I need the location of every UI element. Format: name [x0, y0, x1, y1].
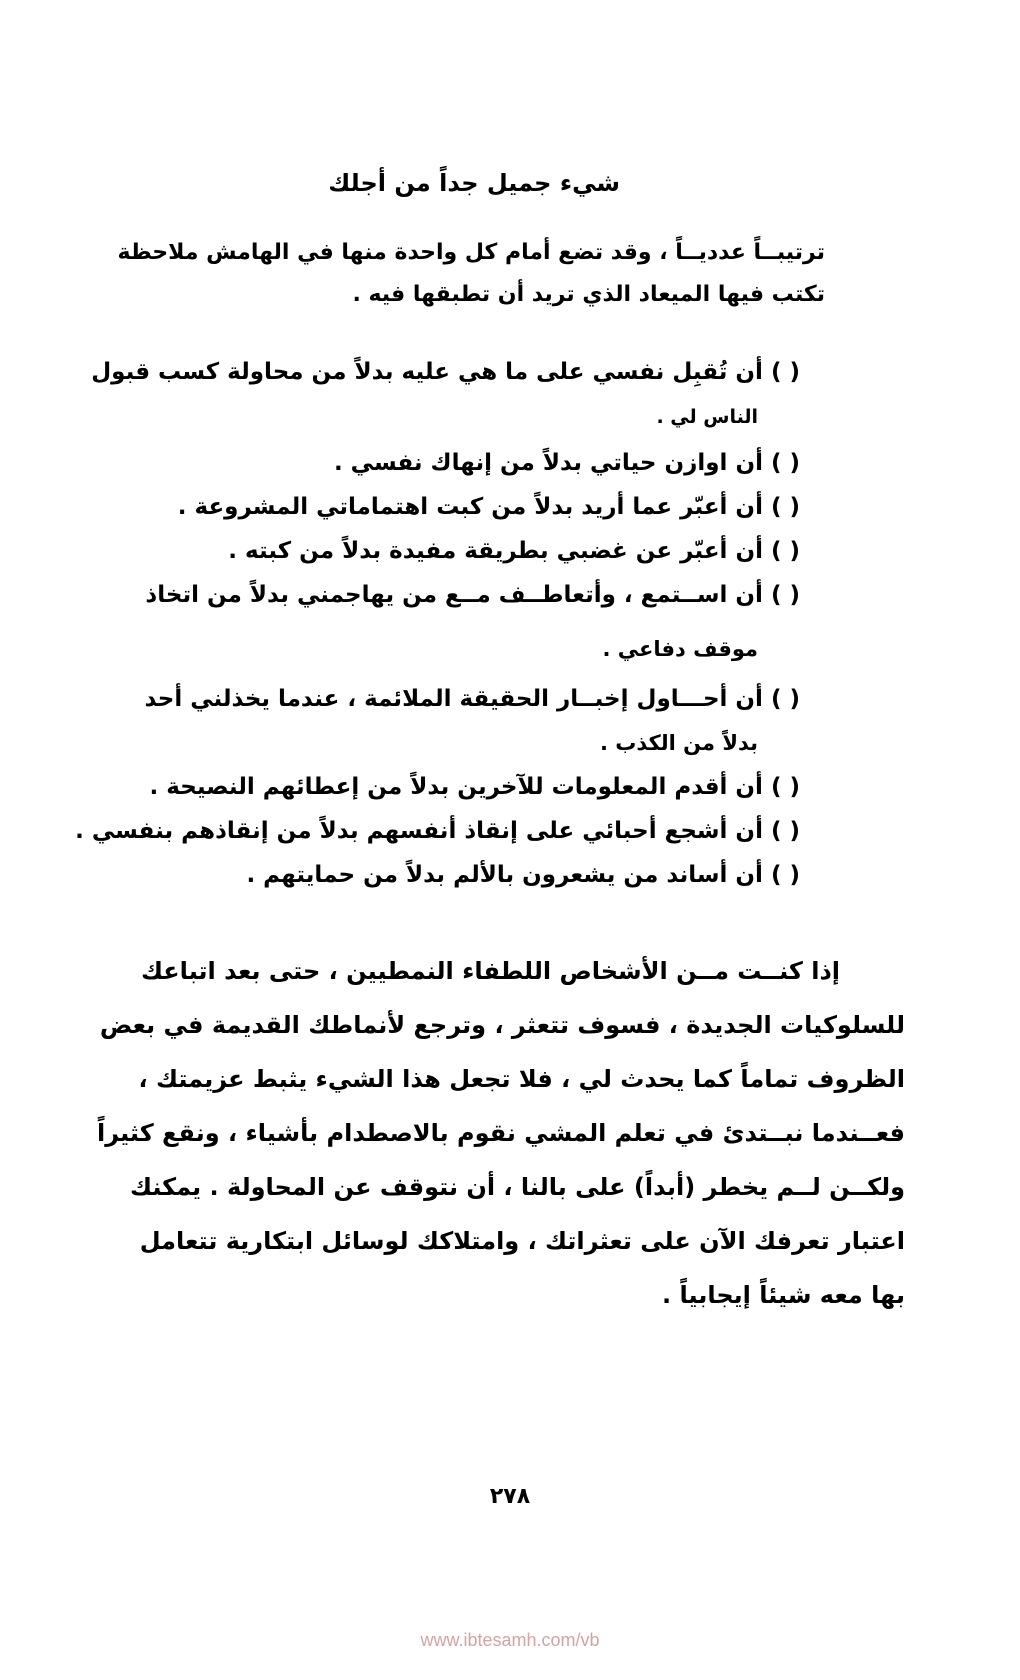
- checklist-text: أن أعبّر عما أريد بدلاً من كبت اهتماماتي المشروعة .: [177, 494, 763, 520]
- checklist-item-4: [228, 536, 800, 566]
- checklist-item-9: [246, 860, 800, 890]
- checklist-item-1-cont: الناس لي .: [656, 406, 758, 428]
- checklist-text: أن أشجع أحبائي على إنقاذ أنفسهم بدلاً من إنقاذهم بنفسي .: [75, 818, 763, 844]
- checklist-item-2: [334, 448, 800, 478]
- checkbox-marker[interactable]: ( ): [770, 774, 800, 800]
- checklist-text: أن أساند من يشعرون بالألم بدلاً من حمايتهم .: [246, 862, 763, 888]
- checkbox-marker[interactable]: ( ): [770, 450, 800, 476]
- checklist-item-8: [75, 816, 800, 846]
- checklist-item-7: [150, 772, 800, 802]
- checkbox-marker[interactable]: ( ): [770, 686, 800, 712]
- paragraph-line-6: اعتبار تعرفك الآن على تعثراتك ، وامتلاكك لوسائل ابتكارية تتعامل: [139, 1227, 905, 1255]
- intro-line-2: تكتب فيها الميعاد الذي تريد أن تطبقها فيه .: [352, 282, 825, 307]
- checkbox-marker[interactable]: ( ): [770, 494, 800, 520]
- checklist-text: أن اســتمع ، وأتعاطــف مــع من يهاجمني بدلاً من اتخاذ: [145, 582, 763, 608]
- intro-line-1: ترتيبــاً عدديــاً ، وقد تضع أمام كل واحدة منها في الهامش ملاحظة: [117, 240, 825, 265]
- checklist-item-5-cont: موقف دفاعي .: [602, 637, 758, 661]
- paragraph-line-3: الظروف تماماً كما يحدث لي ، فلا تجعل هذا الشيء يثبط عزيمتك ،: [138, 1065, 905, 1093]
- checklist-text: أن أحـــاول إخبــار الحقيقة الملائمة ، عندما يخذلني أحد: [144, 686, 763, 712]
- checklist-item-6: [145, 684, 801, 714]
- checklist-item-6-cont: بدلاً من الكذب .: [600, 731, 758, 755]
- paragraph-line-2: للسلوكيات الجديدة ، فسوف تتعثر ، وترجع لأنماطك القديمة في بعض: [99, 1011, 905, 1039]
- paragraph-line-4: فعــندما نبــتدئ في تعلم المشي نقوم بالاصطدام بأشياء ، ونقع كثيراً: [96, 1119, 905, 1147]
- checklist-text: أن أقدم المعلومات للآخرين بدلاً من إعطائهم النصيحة .: [149, 774, 763, 800]
- checkbox-marker[interactable]: ( ): [770, 582, 800, 608]
- paragraph-line-1: إذا كنــت مــن الأشخاص اللطفاء النمطيين ، حتى بعد اتباعك: [140, 957, 840, 985]
- checkbox-marker[interactable]: ( ): [770, 538, 800, 564]
- watermark-url[interactable]: www.ibtesamh.com/vb: [420, 1630, 600, 1650]
- checkbox-marker[interactable]: ( ): [770, 359, 800, 385]
- checkbox-marker[interactable]: ( ): [770, 862, 800, 888]
- checklist-item-5: [145, 580, 800, 610]
- paragraph-line-5: ولكــن لــم يخطر (أبداً) على بالنا ، أن نتوقف عن المحاولة . يمكنك: [129, 1173, 905, 1201]
- checklist-text: أن تُقبِل نفسي على ما هي عليه بدلاً من محاولة كسب قبول: [91, 359, 763, 385]
- paragraph-line-7: بها معه شيئاً إيجابياً .: [662, 1281, 905, 1309]
- checklist-text: أن أعبّر عن غضبي بطريقة مفيدة بدلاً من كبته .: [228, 538, 763, 564]
- section-title: شيء جميل جداً من أجلك: [328, 169, 620, 197]
- page-number: ٢٧٨: [489, 1484, 531, 1509]
- checklist-text: أن اوازن حياتي بدلاً من إنهاك نفسي .: [333, 450, 763, 476]
- checklist-item-3: [178, 492, 800, 522]
- checkbox-marker[interactable]: ( ): [770, 818, 800, 844]
- checklist-item-1: [91, 357, 800, 387]
